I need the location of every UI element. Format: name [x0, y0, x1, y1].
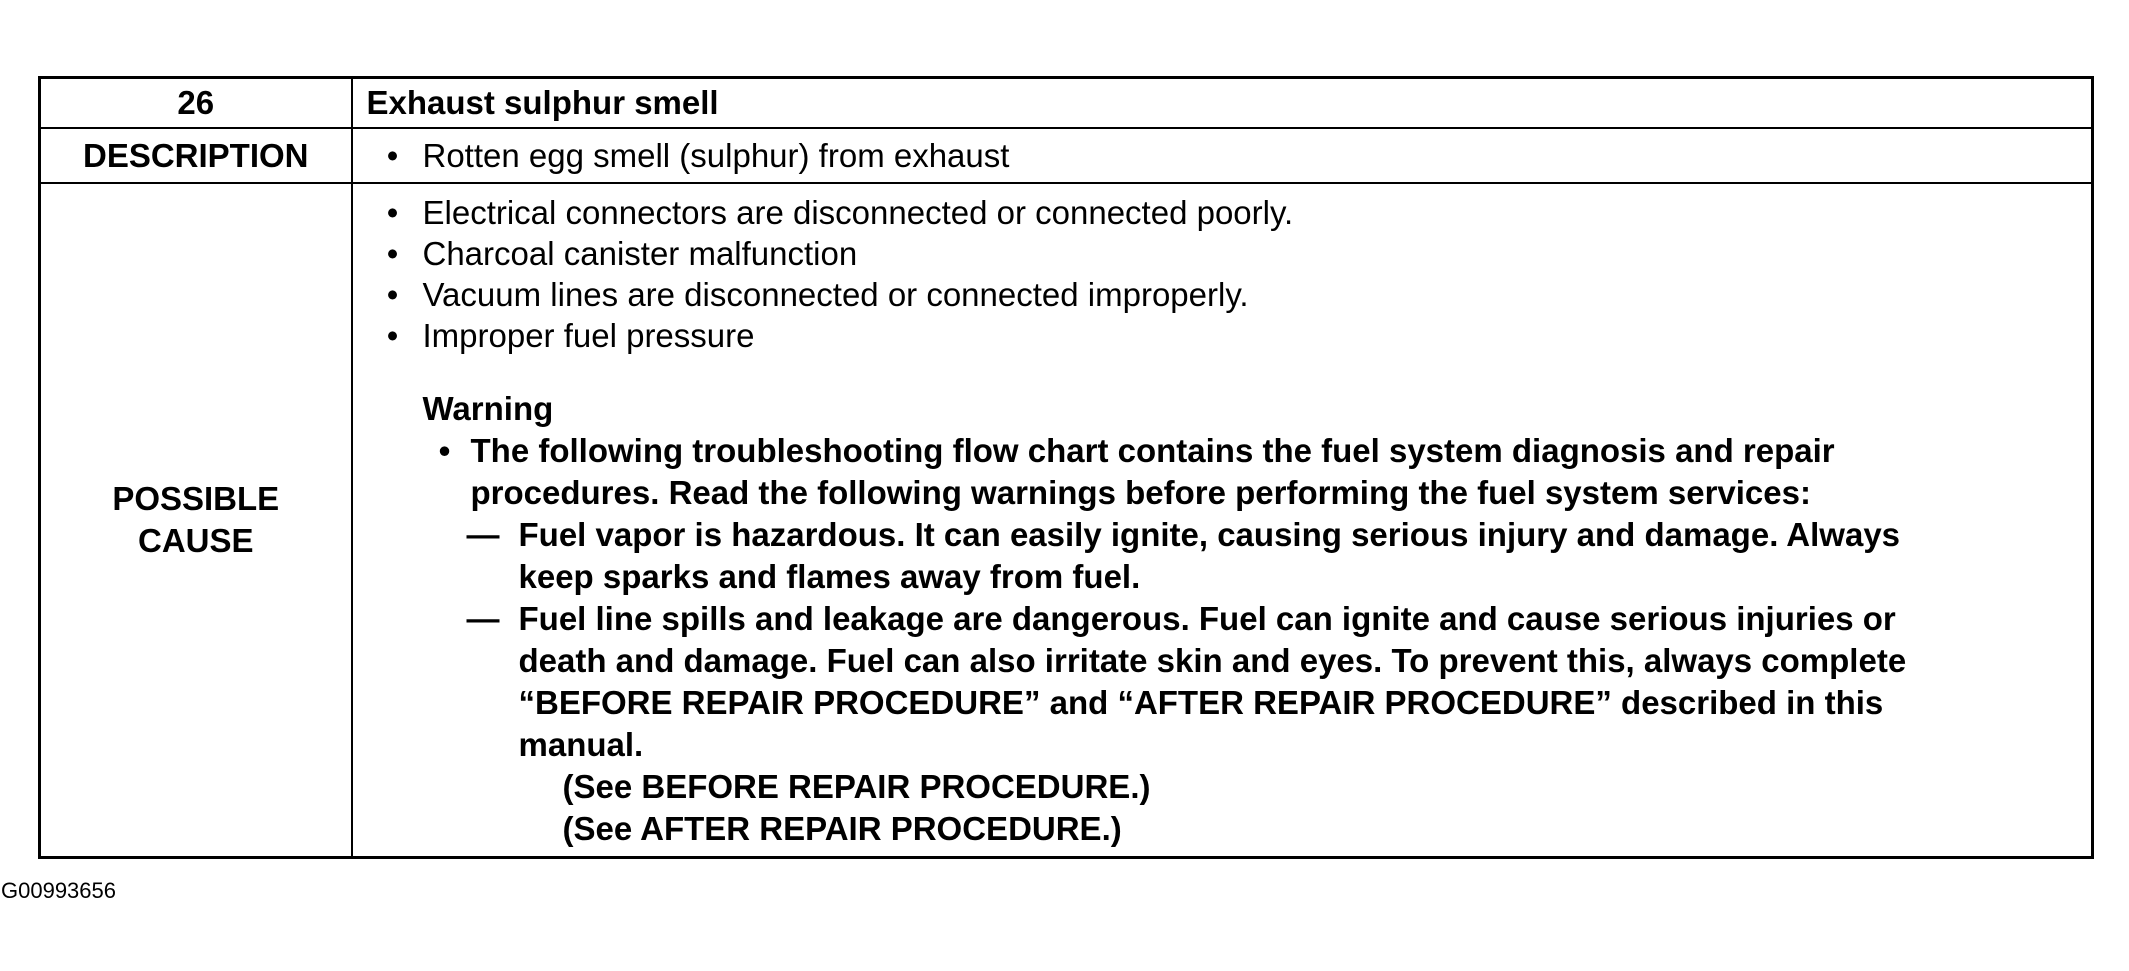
list-item [367, 274, 2092, 315]
list-item [367, 233, 2092, 274]
title-row [40, 78, 2093, 129]
list-item [367, 192, 2092, 233]
dash-icon: — [466, 516, 500, 553]
dash-icon: — [466, 600, 500, 637]
warning-bullet-line2: procedures. Read the following warnings before performing the fuel system services: [470, 474, 1811, 511]
cause-text: Vacuum lines are disconnected or connected improperly. [422, 276, 1249, 313]
warning-subitem-spills [367, 598, 2092, 766]
possible-cause-label-line1: POSSIBLE [112, 480, 280, 517]
possible-cause-label [40, 183, 352, 858]
description-cell [352, 128, 2093, 183]
warning-sub1-line1: Fuel vapor is hazardous. It can easily ignite, causing serious injury and damage. Always [518, 516, 1901, 553]
bullet-icon: • [438, 432, 451, 469]
warning-bullet-line1: The following troubleshooting flow chart contains the fuel system diagnosis and repair [470, 432, 1835, 469]
description-item [367, 136, 2092, 176]
possible-cause-label-line2: CAUSE [137, 522, 254, 559]
cause-text: Improper fuel pressure [422, 317, 755, 354]
warning-sub2-line4: manual. [518, 726, 644, 763]
symptom-number: 26 [40, 78, 352, 129]
warning-subitem-vapor [367, 514, 2092, 598]
see-after-repair-reference: (See AFTER REPAIR PROCEDURE.) [562, 810, 1122, 847]
cause-list [367, 192, 2092, 356]
description-text: Rotten egg smell (sulphur) from exhaust [422, 136, 1010, 174]
diagnostic-table [38, 76, 2094, 859]
warning-title: Warning [422, 390, 554, 427]
possible-cause-cell [352, 183, 2093, 858]
cause-text: Charcoal canister malfunction [422, 235, 858, 272]
warning-bullet [367, 430, 2092, 514]
warning-sub2-line3: “BEFORE REPAIR PROCEDURE” and “AFTER REPAIR PROCEDURE” described in this [518, 684, 1884, 721]
bullet-icon: • [386, 235, 399, 272]
warning-sub2-line1: Fuel line spills and leakage are dangerous. Fuel can ignite and cause serious injuries or [518, 600, 1896, 637]
warning-block [367, 388, 2092, 850]
warning-sub1-line2: keep sparks and flames away from fuel. [518, 558, 1141, 595]
possible-cause-row [40, 183, 2093, 858]
warning-sub2-line2: death and damage. Fuel can also irritate skin and eyes. To prevent this, always complete [518, 642, 1907, 679]
figure-code: G00993656 [1, 878, 116, 903]
list-item [367, 315, 2092, 356]
bullet-icon: • [386, 317, 399, 354]
symptom-title: Exhaust sulphur smell [352, 78, 2093, 129]
see-before-repair-reference: (See BEFORE REPAIR PROCEDURE.) [562, 768, 1151, 805]
description-label: DESCRIPTION [40, 128, 352, 183]
description-row [40, 128, 2093, 183]
bullet-icon: • [386, 136, 399, 174]
bullet-icon: • [386, 194, 399, 231]
bullet-icon: • [386, 276, 399, 313]
cause-text: Electrical connectors are disconnected or connected poorly. [422, 194, 1294, 231]
